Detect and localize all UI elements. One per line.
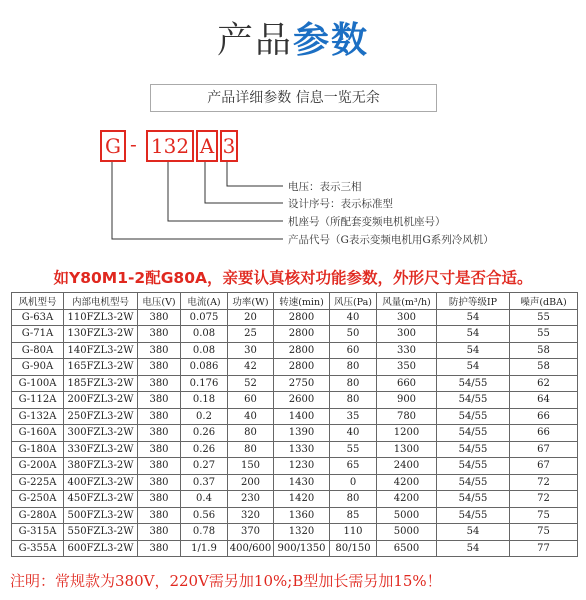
table-cell: G-315A — [12, 524, 64, 541]
table-row — [12, 392, 578, 409]
table-cell: 80/150 — [330, 540, 377, 557]
table-cell: 500FZL3-2W — [64, 507, 138, 524]
table-cell: 40 — [228, 408, 274, 425]
subtitle-box: 产品详细参数 信息一览无余 — [150, 84, 437, 112]
table-cell: G-71A — [12, 326, 64, 343]
table-cell: 550FZL3-2W — [64, 524, 138, 541]
table-cell: 54/55 — [437, 425, 510, 442]
table-cell: 660 — [377, 375, 437, 392]
table-cell: 0.26 — [181, 425, 228, 442]
table-cell: 1430 — [274, 474, 330, 491]
table-cell: 80 — [330, 359, 377, 376]
table-cell: 0.37 — [181, 474, 228, 491]
table-cell: 6500 — [377, 540, 437, 557]
table-cell: 1230 — [274, 458, 330, 475]
table-cell: 300FZL3-2W — [64, 425, 138, 442]
table-cell: G-355A — [12, 540, 64, 557]
table-row — [12, 507, 578, 524]
table-row — [12, 359, 578, 376]
table-cell: G-200A — [12, 458, 64, 475]
table-cell: 60 — [330, 342, 377, 359]
table-cell: G-160A — [12, 425, 64, 442]
title-part1: 产品 — [216, 20, 293, 61]
table-cell: 62 — [510, 375, 578, 392]
table-cell: 200FZL3-2W — [64, 392, 138, 409]
table-cell: 1330 — [274, 441, 330, 458]
table-cell: 54/55 — [437, 392, 510, 409]
table-cell: 52 — [228, 375, 274, 392]
table-cell: 200 — [228, 474, 274, 491]
column-header: 内部电机型号 — [64, 293, 138, 310]
table-cell: 55 — [330, 441, 377, 458]
table-cell: 300 — [377, 326, 437, 343]
table-cell: 80 — [330, 375, 377, 392]
code-prefix: G — [100, 130, 126, 162]
table-cell: 0.78 — [181, 524, 228, 541]
table-cell: 0.4 — [181, 491, 228, 508]
table-header-row — [12, 293, 578, 310]
table-cell: G-132A — [12, 408, 64, 425]
annotation-design: 设计序号：表示标准型 — [288, 198, 393, 210]
table-cell: 370 — [228, 524, 274, 541]
table-cell: 300 — [377, 309, 437, 326]
table-cell: 2600 — [274, 392, 330, 409]
footer-note: 注明：常规款为380V，220V需另加10%;B型加长需另加15%！ — [10, 572, 442, 590]
table-cell: 5000 — [377, 524, 437, 541]
table-cell: 1400 — [274, 408, 330, 425]
table-row — [12, 425, 578, 442]
annotation-voltage: 电压：表示三相 — [288, 181, 362, 193]
table-cell: 80 — [228, 441, 274, 458]
table-cell: 2800 — [274, 342, 330, 359]
table-cell: 60 — [228, 392, 274, 409]
table-cell: 380 — [138, 540, 181, 557]
table-cell: 1200 — [377, 425, 437, 442]
column-header: 功率(W) — [228, 293, 274, 310]
table-cell: 50 — [330, 326, 377, 343]
table-cell: G-180A — [12, 441, 64, 458]
column-header: 防护等级IP — [437, 293, 510, 310]
table-row — [12, 441, 578, 458]
table-cell: 64 — [510, 392, 578, 409]
table-cell: 54/55 — [437, 458, 510, 475]
table-cell: 58 — [510, 342, 578, 359]
column-header: 风机型号 — [12, 293, 64, 310]
table-cell: 30 — [228, 342, 274, 359]
table-cell: 75 — [510, 524, 578, 541]
table-cell: G-90A — [12, 359, 64, 376]
table-cell: 600FZL3-2W — [64, 540, 138, 557]
table-cell: 0.18 — [181, 392, 228, 409]
table-cell: 450FZL3-2W — [64, 491, 138, 508]
table-cell: 72 — [510, 474, 578, 491]
table-cell: 1390 — [274, 425, 330, 442]
table-cell: G-100A — [12, 375, 64, 392]
annotation-frame: 机座号（所配套变频电机机座号） — [288, 216, 446, 228]
table-row — [12, 375, 578, 392]
table-cell: 0.08 — [181, 342, 228, 359]
table-cell: 1300 — [377, 441, 437, 458]
table-cell: 400/600 — [228, 540, 274, 557]
column-header: 电流(A) — [181, 293, 228, 310]
table-cell: 54/55 — [437, 491, 510, 508]
table-cell: 900/1350 — [274, 540, 330, 557]
table-cell: 130FZL3-2W — [64, 326, 138, 343]
table-cell: 380 — [138, 342, 181, 359]
column-header: 噪声(dBA) — [510, 293, 578, 310]
table-cell: 66 — [510, 408, 578, 425]
table-cell: 4200 — [377, 474, 437, 491]
spec-table — [11, 292, 578, 557]
table-cell: 54/55 — [437, 441, 510, 458]
table-cell: G-80A — [12, 342, 64, 359]
table-row — [12, 540, 578, 557]
table-cell: 140FZL3-2W — [64, 342, 138, 359]
table-cell: 380 — [138, 491, 181, 508]
table-cell: 0.176 — [181, 375, 228, 392]
table-row — [12, 342, 578, 359]
column-header: 风压(Pa) — [330, 293, 377, 310]
table-row — [12, 326, 578, 343]
code-dash: - — [130, 132, 137, 156]
table-cell: 330FZL3-2W — [64, 441, 138, 458]
table-cell: 0 — [330, 474, 377, 491]
table-cell: 40 — [330, 425, 377, 442]
table-cell: 1/1.9 — [181, 540, 228, 557]
table-cell: 900 — [377, 392, 437, 409]
table-cell: 4200 — [377, 491, 437, 508]
table-cell: 0.086 — [181, 359, 228, 376]
table-cell: 380 — [138, 326, 181, 343]
table-cell: 1320 — [274, 524, 330, 541]
table-cell: 380 — [138, 359, 181, 376]
table-cell: 0.26 — [181, 441, 228, 458]
table-cell: 35 — [330, 408, 377, 425]
table-cell: 54 — [437, 540, 510, 557]
table-cell: 0.56 — [181, 507, 228, 524]
table-cell: 55 — [510, 326, 578, 343]
table-cell: 110FZL3-2W — [64, 309, 138, 326]
code-design: A — [196, 130, 218, 162]
table-cell: 54 — [437, 326, 510, 343]
table-cell: 400FZL3-2W — [64, 474, 138, 491]
table-cell: G-63A — [12, 309, 64, 326]
table-cell: 2800 — [274, 326, 330, 343]
table-cell: G-250A — [12, 491, 64, 508]
table-cell: 54 — [437, 524, 510, 541]
table-cell: 380 — [138, 425, 181, 442]
table-cell: 320 — [228, 507, 274, 524]
table-cell: 780 — [377, 408, 437, 425]
table-cell: 110 — [330, 524, 377, 541]
table-cell: 380 — [138, 507, 181, 524]
table-cell: 54 — [437, 342, 510, 359]
table-cell: 42 — [228, 359, 274, 376]
table-cell: 77 — [510, 540, 578, 557]
table-cell: 54/55 — [437, 507, 510, 524]
table-cell: G-280A — [12, 507, 64, 524]
table-cell: G-225A — [12, 474, 64, 491]
table-cell: 0.2 — [181, 408, 228, 425]
table-row — [12, 524, 578, 541]
table-cell: 380 — [138, 408, 181, 425]
table-cell: 380 — [138, 474, 181, 491]
table-cell: 0.27 — [181, 458, 228, 475]
table-cell: 2750 — [274, 375, 330, 392]
table-cell: 380FZL3-2W — [64, 458, 138, 475]
table-cell: 54/55 — [437, 408, 510, 425]
table-cell: 2800 — [274, 309, 330, 326]
column-header: 风量(m³/h) — [377, 293, 437, 310]
code-voltage: 3 — [220, 130, 238, 162]
table-cell: 185FZL3-2W — [64, 375, 138, 392]
table-cell: 80 — [330, 392, 377, 409]
table-cell: 380 — [138, 524, 181, 541]
table-body — [12, 309, 578, 557]
table-row — [12, 309, 578, 326]
table-cell: 54 — [437, 359, 510, 376]
table-cell: 80 — [228, 425, 274, 442]
table-cell: 150 — [228, 458, 274, 475]
annotation-product: 产品代号（G表示变频电机用G系列冷风机） — [288, 234, 494, 246]
table-row — [12, 458, 578, 475]
table-cell: G-112A — [12, 392, 64, 409]
table-cell: 80 — [330, 491, 377, 508]
table-cell: 67 — [510, 458, 578, 475]
table-cell: 1360 — [274, 507, 330, 524]
table-cell: 380 — [138, 375, 181, 392]
table-cell: 380 — [138, 458, 181, 475]
table-cell: 380 — [138, 392, 181, 409]
table-cell: 165FZL3-2W — [64, 359, 138, 376]
table-cell: 0.08 — [181, 326, 228, 343]
table-cell: 1420 — [274, 491, 330, 508]
column-header: 转速(min) — [274, 293, 330, 310]
table-cell: 350 — [377, 359, 437, 376]
table-row — [12, 408, 578, 425]
table-cell: 0.075 — [181, 309, 228, 326]
table-cell: 67 — [510, 441, 578, 458]
table-row — [12, 491, 578, 508]
table-cell: 54/55 — [437, 375, 510, 392]
table-cell: 66 — [510, 425, 578, 442]
table-cell: 75 — [510, 507, 578, 524]
warning-text: 如Y80M1-2配G80A，亲要认真核对功能参数，外形尺寸是否合适。 — [53, 269, 533, 287]
table-cell: 5000 — [377, 507, 437, 524]
table-cell: 25 — [228, 326, 274, 343]
table-cell: 85 — [330, 507, 377, 524]
table-cell: 54 — [437, 309, 510, 326]
table-cell: 230 — [228, 491, 274, 508]
table-cell: 72 — [510, 491, 578, 508]
table-cell: 2800 — [274, 359, 330, 376]
table-cell: 55 — [510, 309, 578, 326]
table-cell: 2400 — [377, 458, 437, 475]
table-cell: 65 — [330, 458, 377, 475]
title-part2: 参数 — [293, 20, 370, 61]
table-cell: 40 — [330, 309, 377, 326]
code-frame: 132 — [146, 130, 194, 162]
table-cell: 250FZL3-2W — [64, 408, 138, 425]
table-cell: 330 — [377, 342, 437, 359]
table-cell: 20 — [228, 309, 274, 326]
table-cell: 380 — [138, 441, 181, 458]
table-row — [12, 474, 578, 491]
table-cell: 380 — [138, 309, 181, 326]
table-cell: 54/55 — [437, 474, 510, 491]
column-header: 电压(V) — [138, 293, 181, 310]
table-cell: 58 — [510, 359, 578, 376]
